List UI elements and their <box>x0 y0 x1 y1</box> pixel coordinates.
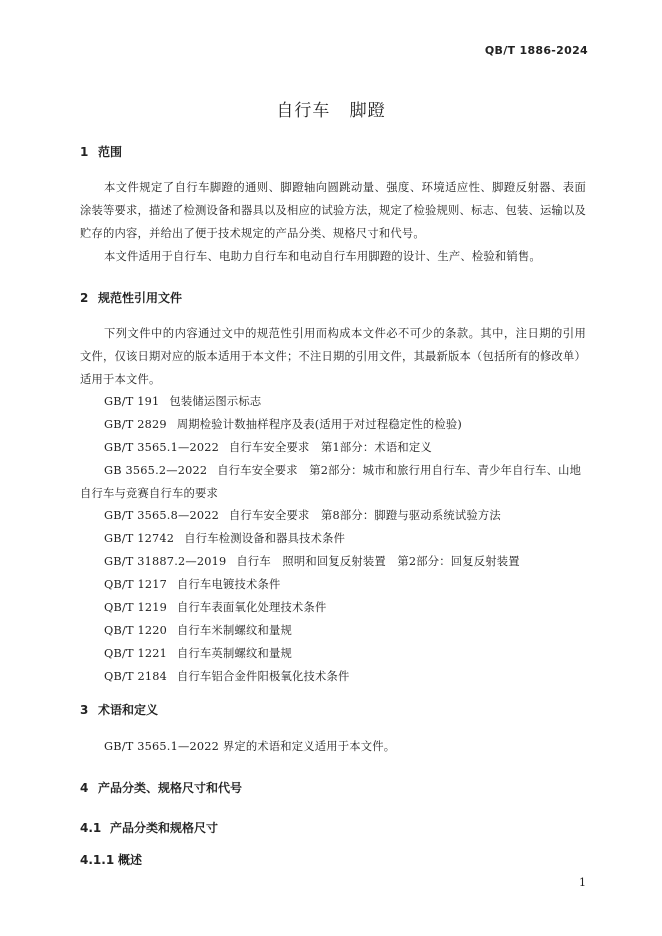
page-number: 1 <box>579 876 586 889</box>
reference-item: GB/T 3565.1—2022 自行车安全要求 第1部分：术语和定义 <box>104 441 432 454</box>
section-title: 范围 <box>98 145 123 159</box>
standard-code: QB/T 1886-2024 <box>484 44 588 57</box>
section-number: 4.1 <box>80 821 102 835</box>
reference-item: QB/T 2184 自行车铝合金件阳极氧化技术条件 <box>104 670 350 683</box>
section-title: 规范性引用文件 <box>98 291 183 305</box>
reference-item: QB/T 1220 自行车米制螺纹和量规 <box>104 624 293 637</box>
section-title: 产品分类、规格尺寸和代号 <box>98 781 243 795</box>
reference-item: QB/T 1217 自行车电镀技术条件 <box>104 578 281 591</box>
reference-item: GB 3565.2—2022 自行车安全要求 第2部分：城市和旅行用自行车、青少年自行车、山地自行车与竞赛自行车的要求 <box>80 464 582 500</box>
section-title: 概述 <box>118 853 143 867</box>
reference-item: GB/T 3565.8—2022 自行车安全要求 第8部分：脚蹬与驱动系统试验方法 <box>104 509 501 522</box>
section-1-heading <box>80 143 122 160</box>
section-4-1-heading <box>80 819 218 836</box>
reference-item: GB/T 191 包装储运图示标志 <box>104 395 262 408</box>
section-number: 4 <box>80 781 89 795</box>
section-number: 4.1.1 <box>80 853 115 867</box>
section-4-heading <box>80 779 242 796</box>
reference-item: QB/T 1219 自行车表面氧化处理技术条件 <box>104 601 327 614</box>
scope-paragraph-1: 本文件规定了自行车脚蹬的通则、脚蹬轴向圆跳动量、强度、环境适应性、脚蹬反射器、表面涂装等要求，描述了检测设备和器具以及相应的试验方法，规定了检验规则、标志、包装、运输以及贮存的内容，并给出了便于技术规定的产品分类、规格尺寸和代号。 <box>80 181 586 240</box>
section-4-1-1-heading <box>80 851 142 868</box>
reference-item: GB/T 12742 自行车检测设备和器具技术条件 <box>104 532 346 545</box>
scope-paragraph-2: 本文件适用于自行车、电助力自行车和电动自行车用脚蹬的设计、生产、检验和销售。 <box>104 250 541 263</box>
document-title: 自行车 脚蹬 <box>276 101 386 121</box>
section-number: 3 <box>80 703 89 717</box>
section-title: 术语和定义 <box>98 703 159 717</box>
section-3-heading <box>80 701 158 718</box>
reference-item: GB/T 31887.2—2019 自行车 照明和回复反射装置 第2部分：回复反射装置 <box>104 555 520 568</box>
section-number: 1 <box>80 145 89 159</box>
section-title: 产品分类和规格尺寸 <box>110 821 219 835</box>
terms-paragraph: GB/T 3565.1—2022 界定的术语和定义适用于本文件。 <box>104 740 396 753</box>
reference-item: GB/T 2829 周期检验计数抽样程序及表(适用于对过程稳定性的检验) <box>104 418 462 431</box>
reference-item: QB/T 1221 自行车英制螺纹和量规 <box>104 647 293 660</box>
section-number: 2 <box>80 291 89 305</box>
references-intro: 下列文件中的内容通过文中的规范性引用而构成本文件必不可少的条款。其中，注日期的引用文件，仅该日期对应的版本适用于本文件；不注日期的引用文件，其最新版本（包括所有的修改单）适用于本文件。 <box>80 327 586 386</box>
section-2-heading <box>80 289 182 306</box>
